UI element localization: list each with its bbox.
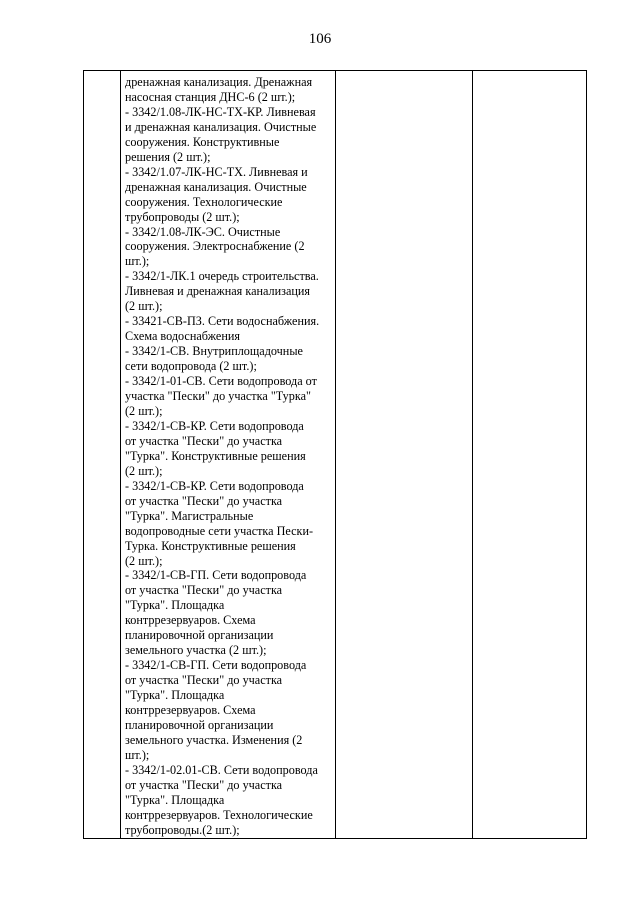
table-cell-empty [336,71,473,839]
text-line: (2 шт.); [125,463,163,478]
text-line: трубопроводы (2 шт.); [125,209,240,224]
table-row [84,71,587,839]
text-line: - 3342/1-02.01-СВ. Сети водопровода [125,762,318,777]
text-line: - 3342/1-ЛК.1 очередь строительства. [125,269,319,284]
text-line: (2 шт.); [125,403,163,418]
text-line: планировочной организации [125,717,274,732]
text-line: сооружения. Электроснабжение (2 [125,239,305,254]
text-line: Ливневая и дренажная канализация [125,284,311,299]
text-line: Турка. Конструктивные решения [125,538,296,553]
text-line: решения (2 шт.); [125,149,211,164]
text-line: - 3342/1.07-ЛК-НС-ТХ. Ливневая и [125,164,308,179]
text-line: водопроводные сети участка Пески- [125,523,314,538]
text-line: шт.); [125,747,150,762]
text-line: контррезервуаров. Технологические [125,807,313,822]
text-line: контррезервуаров. Схема [125,613,256,628]
text-line: сооружения. Технологические [125,194,283,209]
text-line: участка "Пески" до участка "Турка" [125,389,311,404]
text-line: "Турка". Магистральные [125,508,254,523]
text-line: насосная станция ДНС-6 (2 шт.); [125,89,296,104]
text-line: шт.); [125,254,150,269]
text-line: - 3342/1-01-СВ. Сети водопровода от [125,374,317,389]
text-line: дренажная канализация. Дренажная [125,75,313,89]
text-line: от участка "Пески" до участка [125,433,283,448]
table-cell-documents [121,71,336,839]
document-list-text [121,71,335,838]
text-line: - 3342/1-СВ-ГП. Сети водопровода [125,658,307,673]
text-line: - 33421-СВ-ПЗ. Сети водоснабжения. [125,314,320,329]
text-line: "Турка". Площадка [125,598,225,613]
text-line: - 3342/1.08-ЛК-ЭС. Очистные [125,224,281,239]
text-line: "Турка". Конструктивные решения [125,448,306,463]
text-line: земельного участка (2 шт.); [125,643,267,658]
text-line: дренажная канализация. Очистные [125,179,307,194]
table-cell-empty [473,71,587,839]
table-cell-index [84,71,121,839]
text-line: планировочной организации [125,628,274,643]
text-line: от участка "Пески" до участка [125,493,283,508]
document-table [83,70,587,839]
text-line: трубопроводы.(2 шт.); [125,822,240,837]
text-line: от участка "Пески" до участка [125,673,283,688]
text-line: от участка "Пески" до участка [125,583,283,598]
text-line: - 3342/1-СВ-КР. Сети водопровода [125,478,304,493]
text-line: контррезервуаров. Схема [125,703,256,718]
text-line: (2 шт.); [125,553,163,568]
text-line: "Турка". Площадка [125,792,225,807]
text-line: Схема водоснабжения [125,329,240,344]
text-line: земельного участка. Изменения (2 [125,732,303,747]
text-line: сети водопровода (2 шт.); [125,359,257,374]
text-line: - 3342/1.08-ЛК-НС-ТХ-КР. Ливневая [125,104,316,119]
page-number: 106 [308,31,332,47]
text-line: - 3342/1-СВ. Внутриплощадочные [125,344,303,359]
text-line: от участка "Пески" до участка [125,777,283,792]
text-line: "Турка". Площадка [125,688,225,703]
text-line: - 3342/1-СВ-КР. Сети водопровода [125,418,304,433]
text-line: сооружения. Конструктивные [125,134,280,149]
text-line: и дренажная канализация. Очистные [125,119,317,134]
text-line: (2 шт.); [125,299,163,314]
text-line: - 3342/1-СВ-ГП. Сети водопровода [125,568,307,583]
